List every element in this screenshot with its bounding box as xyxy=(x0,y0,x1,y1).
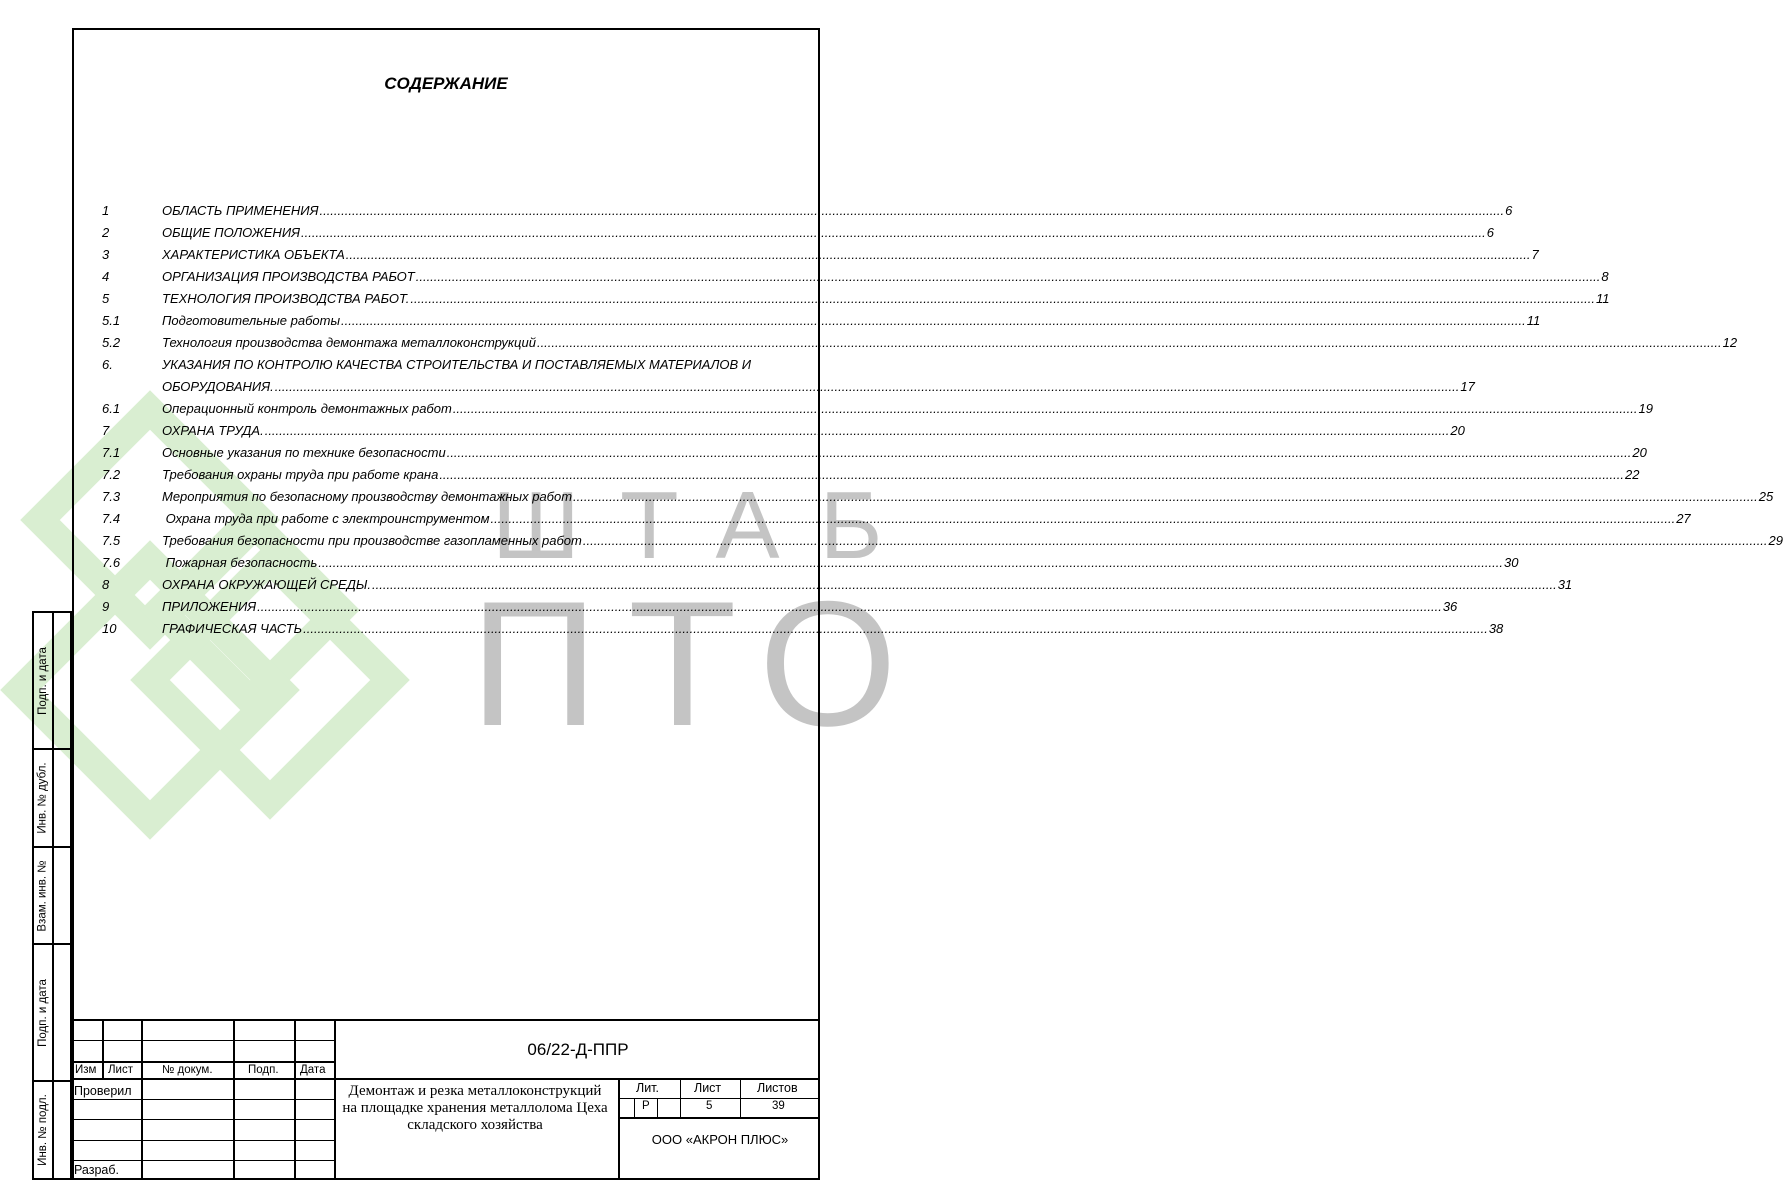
toc-page: 12 xyxy=(1722,335,1738,350)
company-name: ООО «АКРОН ПЛЮС» xyxy=(651,1132,789,1147)
toc-number: 7.5 xyxy=(102,533,121,548)
toc-leader xyxy=(319,203,1504,219)
toc-leader xyxy=(341,313,1526,329)
side-strip xyxy=(32,611,72,1180)
toc-page: 19 xyxy=(1638,401,1653,416)
toc-number: 2 xyxy=(102,225,110,240)
toc-number: 4 xyxy=(102,269,110,284)
toc-leader xyxy=(439,467,1624,483)
tb-col-dokum: № докум. xyxy=(162,1064,213,1076)
tb-razrab: Разраб. xyxy=(74,1163,120,1177)
toc-leader xyxy=(346,247,1531,263)
toc-number: 5.2 xyxy=(102,335,121,350)
toc-leader xyxy=(410,291,1595,307)
tb-row-line xyxy=(72,1099,336,1100)
toc-leader xyxy=(275,379,1460,395)
toc-title: ОБОРУДОВАНИЯ. xyxy=(162,379,274,394)
toc-title: Основные указания по технике безопасности xyxy=(162,445,446,460)
side-label: Взам. инв. № xyxy=(37,859,49,932)
toc-leader xyxy=(303,621,1488,637)
side-label: Подп. и дата xyxy=(37,978,49,1047)
toc-title: Охрана труда при работе с электроинструментом xyxy=(162,511,490,526)
tb-lit-bottom-line xyxy=(618,1117,820,1119)
toc-page: 7 xyxy=(1531,247,1539,262)
toc-number: 8 xyxy=(102,577,110,592)
toc-leader xyxy=(491,511,1676,527)
toc-title: ХАРАКТЕРИСТИКА ОБЪЕКТА xyxy=(162,247,345,262)
toc-page: 25 xyxy=(1758,489,1774,504)
tb-col-line xyxy=(102,1019,104,1078)
toc-leader xyxy=(372,577,1557,593)
tb-col-line xyxy=(618,1078,620,1180)
toc-title: Технология производства демонтажа металлоконструкций xyxy=(162,335,536,350)
tb-header-line xyxy=(72,1078,820,1080)
toc-title: Подготовительные работы xyxy=(162,313,341,328)
toc-title: ТЕХНОЛОГИЯ ПРОИЗВОДСТВА РАБОТ. xyxy=(162,291,410,306)
tb-col-line xyxy=(141,1019,143,1180)
toc-number: 7.2 xyxy=(102,467,121,482)
tb-row-line xyxy=(72,1140,336,1141)
toc-page: 11 xyxy=(1526,313,1541,328)
toc-page: 30 xyxy=(1503,555,1519,570)
tb-col-line xyxy=(680,1078,681,1117)
tb-listov-value: 39 xyxy=(772,1100,785,1112)
tb-col-podp: Подп. xyxy=(248,1064,279,1076)
toc-title: ОБЩИЕ ПОЛОЖЕНИЯ xyxy=(162,225,300,240)
toc-number: 7 xyxy=(102,423,110,438)
toc-leader xyxy=(416,269,1601,285)
toc-leader xyxy=(537,335,1722,351)
toc-title: Операционный контроль демонтажных работ xyxy=(162,401,452,416)
tb-list-value: 5 xyxy=(706,1100,713,1112)
toc-number: 7.6 xyxy=(102,555,121,570)
side-label: Подп. и дата xyxy=(37,646,49,715)
toc-page: 17 xyxy=(1460,379,1475,394)
toc-number: 5.1 xyxy=(102,313,121,328)
toc-title-line-1: УКАЗАНИЯ ПО КОНТРОЛЮ КАЧЕСТВА СТРОИТЕЛЬСТВА И ПОСТАВЛЯЕМЫХ МАТЕРИАЛОВ И xyxy=(162,357,752,372)
tb-col-line xyxy=(657,1098,658,1117)
toc-leader xyxy=(573,489,1758,505)
toc-number: 9 xyxy=(102,599,110,614)
tb-col-line xyxy=(740,1078,741,1117)
toc-item-6[interactable] xyxy=(102,357,1475,397)
toc-title: ОРГАНИЗАЦИЯ ПРОИЗВОДСТВА РАБОТ xyxy=(162,269,415,284)
toc-leader xyxy=(257,599,1442,615)
tb-row-line xyxy=(72,1061,336,1063)
tb-col-line xyxy=(233,1019,235,1180)
tb-top-line xyxy=(72,1019,820,1021)
side-cell-inv-dubl xyxy=(34,750,70,848)
tb-proveril: Проверил xyxy=(74,1084,132,1098)
toc-title: Требования безопасности при производстве газопламенных работ xyxy=(162,533,582,548)
toc-page: 27 xyxy=(1676,511,1691,526)
toc-number: 6. xyxy=(102,357,113,372)
toc-leader xyxy=(583,533,1768,549)
tb-lit-value: Р xyxy=(642,1100,650,1112)
toc-page: 38 xyxy=(1488,621,1504,636)
tb-lit-line xyxy=(618,1098,820,1099)
toc-page: 31 xyxy=(1557,577,1573,592)
tb-row-line xyxy=(72,1040,336,1041)
tb-list-label: Лист xyxy=(694,1081,722,1095)
toc-number: 7.3 xyxy=(102,489,121,504)
toc-title: Пожарная безопасность xyxy=(162,555,318,570)
toc-leader xyxy=(453,401,1638,417)
tb-lit-label: Лит. xyxy=(636,1081,659,1095)
document-description: Демонтаж и резка металлоконструкций на площадке хранения металлолома Цеха складского хозяйства xyxy=(342,1083,608,1133)
tb-col-izm: Изм xyxy=(75,1064,97,1076)
tb-col-list: Лист xyxy=(108,1064,133,1076)
toc-page: 6 xyxy=(1505,203,1513,218)
tb-col-data: Дата xyxy=(300,1064,326,1076)
toc-title: ГРАФИЧЕСКАЯ ЧАСТЬ xyxy=(162,621,303,636)
toc-page: 20 xyxy=(1450,423,1465,438)
toc-page: 20 xyxy=(1632,445,1647,460)
toc-page: 29 xyxy=(1768,533,1783,548)
tb-listov-label: Листов xyxy=(757,1081,798,1095)
watermark-word-2: ПТО xyxy=(470,564,928,763)
toc-number: 7.1 xyxy=(102,445,121,460)
tb-row-line xyxy=(72,1160,336,1161)
toc-leader xyxy=(301,225,1486,241)
toc-title: ОХРАНА ОКРУЖАЮЩЕЙ СРЕДЫ. xyxy=(162,577,371,592)
toc-leader xyxy=(447,445,1632,461)
toc-number: 3 xyxy=(102,247,110,262)
toc-number: 6.1 xyxy=(102,401,121,416)
tb-col-line xyxy=(294,1019,296,1180)
toc-leader xyxy=(318,555,1503,571)
tb-col-line xyxy=(634,1098,635,1117)
toc-title: ОХРАНА ТРУДА. xyxy=(162,423,264,438)
toc-title: ОБЛАСТЬ ПРИМЕНЕНИЯ xyxy=(162,203,319,218)
side-cell-podp-data-1 xyxy=(34,613,70,750)
toc-page: 22 xyxy=(1625,467,1640,482)
document-code: 06/22-Д-ППР xyxy=(527,1040,629,1059)
toc-page: 6 xyxy=(1486,225,1494,240)
side-cell-inv-podl xyxy=(34,1082,70,1178)
side-label: Инв. № подл. xyxy=(37,1094,50,1166)
toc-title: Мероприятия по безопасному производству демонтажных работ xyxy=(162,489,573,504)
toc-title: ПРИЛОЖЕНИЯ xyxy=(162,599,257,614)
toc-leader xyxy=(265,423,1450,439)
toc-number: 1 xyxy=(102,203,110,218)
toc-page: 8 xyxy=(1601,269,1609,284)
toc-page: 36 xyxy=(1442,599,1458,614)
toc-number: 7.4 xyxy=(102,511,121,526)
toc-title: Требования охраны труда при работе крана xyxy=(162,467,439,482)
watermark-word-1: ШТАБ xyxy=(492,472,923,579)
side-cell-podp-data-2 xyxy=(34,945,70,1082)
side-label: Инв. № дубл. xyxy=(37,762,49,834)
tb-row-line xyxy=(72,1119,336,1120)
toc-page: 11 xyxy=(1596,291,1610,306)
side-cell-vzam-inv xyxy=(34,848,70,945)
toc-number: 5 xyxy=(102,291,110,306)
toc-number: 10 xyxy=(102,621,117,636)
page-title: СОДЕРЖАНИЕ xyxy=(384,74,508,93)
